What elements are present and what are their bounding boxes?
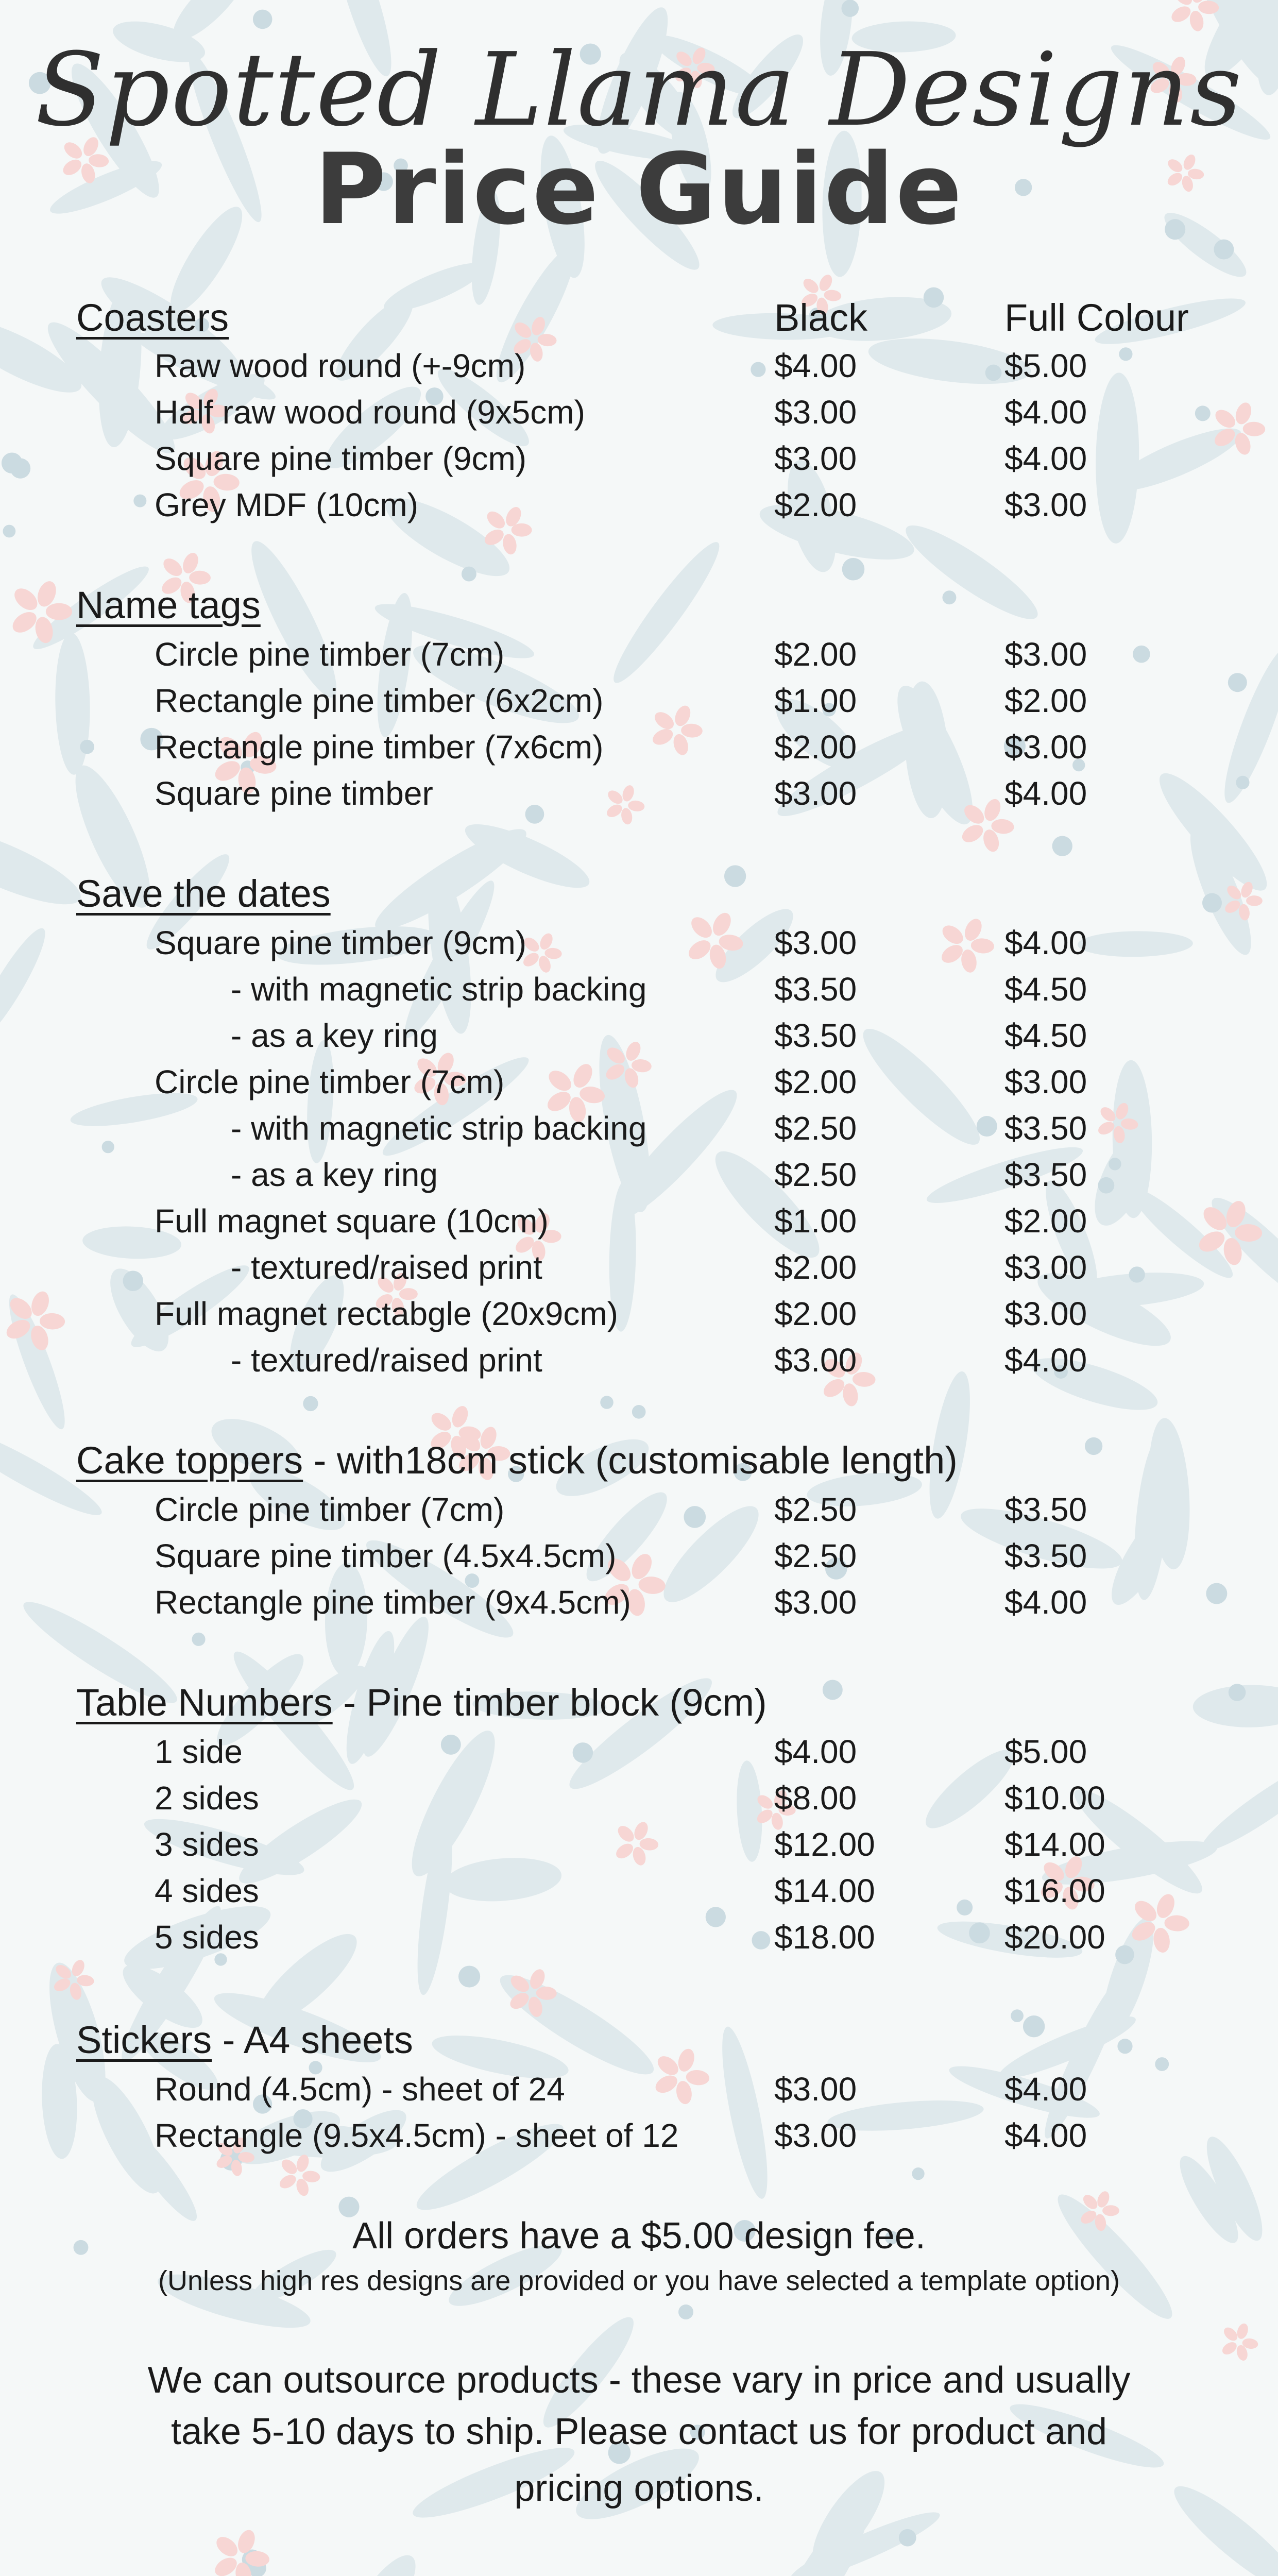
price-full-colour: $4.00 <box>1004 2117 1087 2154</box>
price-full-colour: $3.50 <box>1004 1110 1087 1147</box>
item-label: - textured/raised print <box>231 1249 542 1286</box>
design-fee-note: All orders have a $5.00 design fee. <box>352 2215 926 2257</box>
price-row <box>0 1775 1278 1821</box>
price-full-colour: $14.00 <box>1004 1826 1105 1863</box>
section-title: Cake toppers - with18cm stick (customisable length) <box>76 1439 958 1482</box>
price-black: $2.50 <box>774 1491 857 1528</box>
price-black: $1.00 <box>774 1202 857 1240</box>
item-label: Half raw wood round (9x5cm) <box>155 394 585 431</box>
item-label: Round (4.5cm) - sheet of 24 <box>155 2071 565 2108</box>
section-note: - Pine timber block (9cm) <box>332 1681 767 1724</box>
price-black: $3.00 <box>774 2117 857 2154</box>
price-full-colour: $3.00 <box>1004 636 1087 673</box>
price-row <box>0 724 1278 770</box>
section-note: - with18cm stick (customisable length) <box>303 1439 958 1482</box>
item-label: Full magnet rectabgle (20x9cm) <box>155 1295 618 1332</box>
price-black: $4.00 <box>774 347 857 384</box>
price-black: $2.00 <box>774 728 857 766</box>
item-label: 4 sides <box>155 1872 259 1909</box>
price-black: $3.00 <box>774 775 857 812</box>
design-fee-condition: (Unless high res designs are provided or you have selected a template option) <box>158 2265 1120 2296</box>
price-row <box>0 966 1278 1012</box>
item-label: - textured/raised print <box>231 1342 542 1379</box>
price-black: $3.00 <box>774 924 857 961</box>
price-full-colour: $3.00 <box>1004 1295 1087 1332</box>
price-full-colour: $3.00 <box>1004 1249 1087 1286</box>
section-header-cake-toppers <box>0 1437 1278 1484</box>
item-label: - as a key ring <box>231 1156 438 1193</box>
price-row <box>0 1821 1278 1868</box>
price-row <box>0 435 1278 482</box>
column-header-black: Black <box>774 296 867 339</box>
price-black: $2.00 <box>774 1063 857 1100</box>
price-full-colour: $4.00 <box>1004 775 1087 812</box>
price-black: $14.00 <box>774 1872 875 1909</box>
price-row <box>0 1579 1278 1625</box>
outsource-note-line: take 5-10 days to ship. Please contact us for product and <box>171 2411 1107 2452</box>
price-black: $3.00 <box>774 394 857 431</box>
column-header-full-colour: Full Colour <box>1004 296 1189 339</box>
price-row <box>0 1486 1278 1533</box>
item-label: - with magnetic strip backing <box>231 971 647 1008</box>
price-row <box>0 2112 1278 2159</box>
item-label: Circle pine timber (7cm) <box>155 1491 505 1528</box>
price-row <box>0 1059 1278 1105</box>
price-full-colour: $4.00 <box>1004 1584 1087 1621</box>
price-row <box>0 482 1278 528</box>
price-row <box>0 1198 1278 1244</box>
price-full-colour: $4.50 <box>1004 1017 1087 1054</box>
outsource-note-line: pricing options. <box>514 2468 764 2509</box>
item-label: Full magnet square (10cm) <box>155 1202 549 1240</box>
price-full-colour: $4.00 <box>1004 394 1087 431</box>
price-full-colour: $2.00 <box>1004 682 1087 719</box>
price-black: $4.00 <box>774 1733 857 1770</box>
price-full-colour: $4.50 <box>1004 971 1087 1008</box>
price-full-colour: $3.00 <box>1004 728 1087 766</box>
price-black: $3.50 <box>774 1017 857 1054</box>
item-label: - as a key ring <box>231 1017 438 1054</box>
price-full-colour: $16.00 <box>1004 1872 1105 1909</box>
price-black: $2.50 <box>774 1110 857 1147</box>
item-label: Rectangle pine timber (6x2cm) <box>155 682 604 719</box>
price-black: $2.50 <box>774 1537 857 1574</box>
price-black: $2.00 <box>774 1249 857 1286</box>
item-label: 2 sides <box>155 1780 259 1817</box>
section-header-table-numbers <box>0 1680 1278 1726</box>
price-row <box>0 631 1278 677</box>
price-black: $2.00 <box>774 486 857 523</box>
price-full-colour: $3.50 <box>1004 1156 1087 1193</box>
section-title: Name tags <box>76 584 261 626</box>
section-header-save-the-dates <box>0 871 1278 917</box>
price-full-colour: $4.00 <box>1004 2071 1087 2108</box>
price-row <box>0 343 1278 389</box>
section-note: - A4 sheets <box>212 2019 413 2061</box>
price-row <box>0 1291 1278 1337</box>
price-full-colour: $3.00 <box>1004 1063 1087 1100</box>
price-full-colour: $3.00 <box>1004 486 1087 523</box>
item-label: 1 side <box>155 1733 243 1770</box>
item-label: 3 sides <box>155 1826 259 1863</box>
price-black: $3.00 <box>774 440 857 477</box>
item-label: Raw wood round (+-9cm) <box>155 347 526 384</box>
price-full-colour: $20.00 <box>1004 1919 1105 1956</box>
outsource-note-line: We can outsource products - these vary in price and usually <box>147 2360 1131 2401</box>
section-title: Table Numbers - Pine timber block (9cm) <box>76 1681 767 1724</box>
section-title: Save the dates <box>76 872 331 915</box>
item-label: - with magnetic strip backing <box>231 1110 647 1147</box>
price-row <box>0 920 1278 966</box>
section-header-name-tags <box>0 582 1278 629</box>
item-label: Square pine timber <box>155 775 433 812</box>
brand-title: Spotted Llama Designs <box>35 31 1243 149</box>
price-black: $1.00 <box>774 682 857 719</box>
price-row <box>0 1244 1278 1291</box>
price-black: $3.00 <box>774 1342 857 1379</box>
price-row <box>0 1012 1278 1059</box>
item-label: Circle pine timber (7cm) <box>155 1063 505 1100</box>
price-row <box>0 2066 1278 2112</box>
price-black: $2.50 <box>774 1156 857 1193</box>
section-header-coasters <box>0 295 1278 341</box>
item-label: Square pine timber (9cm) <box>155 440 527 477</box>
price-full-colour: $4.00 <box>1004 924 1087 961</box>
item-label: Square pine timber (4.5x4.5cm) <box>155 1537 617 1574</box>
price-row <box>0 1151 1278 1198</box>
item-label: Rectangle pine timber (7x6cm) <box>155 728 604 766</box>
price-row <box>0 389 1278 435</box>
price-row <box>0 1105 1278 1151</box>
price-full-colour: $4.00 <box>1004 440 1087 477</box>
section-header-stickers <box>0 2017 1278 2063</box>
item-label: Grey MDF (10cm) <box>155 486 418 523</box>
price-row <box>0 1914 1278 1960</box>
price-black: $2.00 <box>774 1295 857 1332</box>
item-label: Rectangle pine timber (9x4.5cm) <box>155 1584 631 1621</box>
price-black: $3.50 <box>774 971 857 1008</box>
price-black: $8.00 <box>774 1780 857 1817</box>
price-full-colour: $5.00 <box>1004 1733 1087 1770</box>
price-full-colour: $2.00 <box>1004 1202 1087 1240</box>
price-row <box>0 1728 1278 1775</box>
section-title: Stickers - A4 sheets <box>76 2019 413 2061</box>
price-row <box>0 1868 1278 1914</box>
item-label: Circle pine timber (7cm) <box>155 636 505 673</box>
price-row <box>0 1533 1278 1579</box>
price-black: $3.00 <box>774 1584 857 1621</box>
price-black: $12.00 <box>774 1826 875 1863</box>
price-row <box>0 770 1278 817</box>
price-row <box>0 1337 1278 1383</box>
price-black: $18.00 <box>774 1919 875 1956</box>
section-title: Coasters <box>76 296 229 339</box>
price-black: $3.00 <box>774 2071 857 2108</box>
price-row <box>0 677 1278 724</box>
price-full-colour: $10.00 <box>1004 1780 1105 1817</box>
item-label: Rectangle (9.5x4.5cm) - sheet of 12 <box>155 2117 679 2154</box>
item-label: 5 sides <box>155 1919 259 1956</box>
price-full-colour: $4.00 <box>1004 1342 1087 1379</box>
price-full-colour: $5.00 <box>1004 347 1087 384</box>
price-full-colour: $3.50 <box>1004 1491 1087 1528</box>
page-title: Price Guide <box>314 132 964 246</box>
item-label: Square pine timber (9cm) <box>155 924 527 961</box>
price-black: $2.00 <box>774 636 857 673</box>
price-full-colour: $3.50 <box>1004 1537 1087 1574</box>
